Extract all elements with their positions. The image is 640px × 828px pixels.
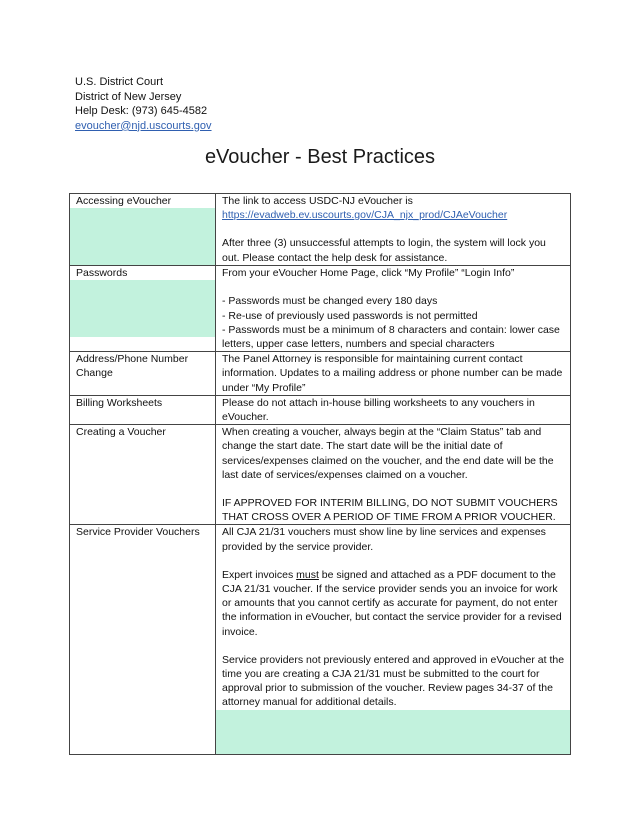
row-label-cell: [70, 194, 216, 266]
page-title: eVoucher - Best Practices: [204, 146, 436, 168]
evoucher-link[interactable]: https://evadweb.ev.uscourts.gov/CJA_njx_prod/CJAeVoucher: [222, 209, 508, 222]
row-label: Billing Worksheets: [76, 396, 163, 409]
row-text: All CJA 21/31 vouchers must show line by line services and expenses provided by the service provider.: [222, 526, 546, 553]
row-label: Passwords: [76, 267, 128, 280]
help-desk-phone: Help Desk: (973) 645-4582: [75, 105, 208, 118]
row-label: Address/Phone Number Change: [76, 353, 189, 380]
row-label: Accessing eVoucher: [76, 195, 172, 207]
table-row-passwords: [70, 266, 571, 352]
row-label-cell: [70, 425, 216, 525]
row-text: From your eVoucher Home Page, click “My Profile” “Login Info”: [222, 267, 515, 280]
row-text: IF APPROVED FOR INTERIM BILLING, DO NOT SUBMIT VOUCHERS THAT CROSS OVER A PERIOD OF TIME FROM A PRIOR VOUCHER.: [222, 497, 558, 524]
emphasis-must: must: [296, 568, 319, 581]
highlight-fill: [70, 280, 215, 337]
row-label: Service Provider Vouchers: [76, 526, 200, 539]
row-text: When creating a voucher, always begin at the “Claim Status” tab and change the start date. The start date will be the initial date of services/expenses claimed on the voucher, and the end date will be the last date of services/expenses claimed on a voucher.: [222, 426, 554, 481]
row-label-cell: [70, 525, 216, 754]
row-content-cell: [216, 194, 571, 266]
list-item: - Passwords must be changed every 180 days: [222, 295, 438, 308]
row-label-cell: [70, 266, 216, 352]
row-content-cell: [216, 395, 571, 424]
table-row-accessing: [70, 194, 571, 266]
row-label: Creating a Voucher: [76, 426, 166, 439]
row-text: Expert invoices must be signed and attached as a PDF document to the CJA 21/31 voucher. If the service provider sends you an invoice for work or amounts that you cannot certify as accurate for payment, do not enter the information in eVoucher, but contact the service provider for a revised invoice.: [222, 568, 562, 638]
table-row-address: [70, 352, 571, 396]
court-name: U.S. District Court: [75, 76, 164, 88]
row-content-cell: [216, 525, 571, 754]
highlight-fill: [216, 710, 570, 754]
table-row-billing: [70, 395, 571, 424]
row-text: The link to access USDC-NJ eVoucher is: [222, 195, 413, 207]
row-text: Service providers not previously entered and approved in eVoucher at the time you are creating a CJA 21/31 must be submitted to the court for approval prior to submission of the voucher. Review pages 34-37 of the attorney manual for additional details.: [222, 653, 565, 709]
row-label-cell: [70, 352, 216, 396]
list-item: - Passwords must be a minimum of 8 characters and contain: lower case letters, upper case letters, numbers and special characters: [222, 323, 560, 351]
row-text: Please do not attach in-house billing worksheets to any vouchers in eVoucher.: [222, 396, 535, 424]
row-content-cell: [216, 266, 571, 352]
row-label-cell: [70, 395, 216, 424]
table-row-creating: [70, 425, 571, 525]
row-content-cell: [216, 352, 571, 396]
highlight-fill: [70, 208, 215, 265]
list-item: - Re-use of previously used passwords is not permitted: [222, 309, 478, 322]
row-text: The Panel Attorney is responsible for maintaining current contact information. Updates to a mailing address or phone number can be made under “My Profile”: [222, 353, 563, 394]
email-link[interactable]: evoucher@njd.uscourts.gov: [75, 119, 212, 132]
row-content-cell: [216, 425, 571, 525]
best-practices-table: [69, 193, 571, 755]
table-row-service: [70, 525, 571, 754]
district-name: District of New Jersey: [75, 90, 182, 103]
letterhead: [75, 75, 212, 133]
row-text: After three (3) unsuccessful attempts to login, the system will lock you out. Please contact the help desk for assistance.: [222, 237, 546, 264]
